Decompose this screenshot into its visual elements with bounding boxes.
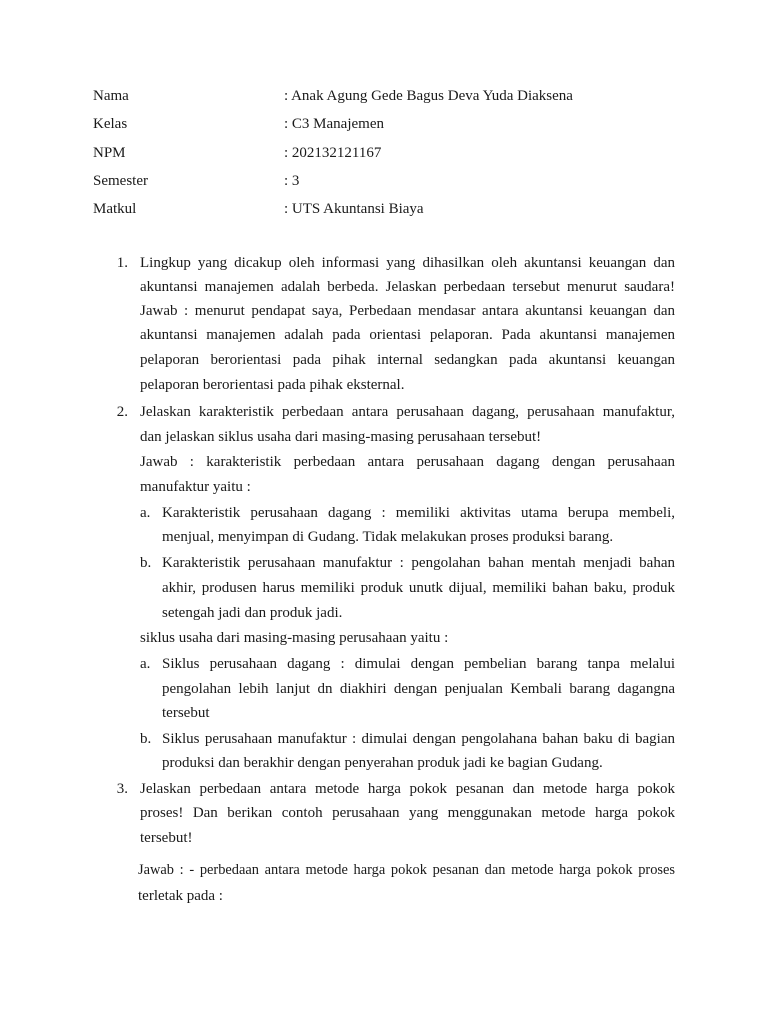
question-number: 2.: [116, 404, 128, 420]
text-line: tersebut!: [140, 830, 193, 846]
info-key: NPM: [93, 145, 126, 161]
text-line: tersebut: [162, 705, 210, 721]
text-line: Karakteristik perusahaan manufaktur : pengolahan bahan mentah menjadi bahan: [162, 555, 675, 571]
info-value: : UTS Akuntansi Biaya: [284, 201, 424, 217]
text-line: pengolahan lebih lanjut dn diakhiri dengan penjualan Kembali barang dagangna: [162, 681, 675, 697]
text-line: akuntansi manajemen adalah berbeda. Jelaskan perbedaan tersebut menurut saudara!: [140, 279, 675, 295]
text-line: dan jelaskan siklus usaha dari masing-masing perusahaan tersebut!: [140, 429, 542, 445]
question-number: 1.: [116, 255, 128, 271]
text-line: Jawab : karakteristik perbedaan antara perusahaan dagang dengan perusahaan: [140, 454, 675, 470]
list-marker: a.: [140, 656, 151, 672]
text-line: akuntansi manajemen adalah pada orientasi pelaporan. Pada akuntansi manajemen: [140, 327, 675, 343]
text-line: pelaporan berorientasi pada pihak internal sedangkan pada akuntansi keuangan: [140, 352, 675, 368]
text-line: proses! Dan berikan contoh perusahaan yang menggunakan metode harga pokok: [140, 805, 675, 821]
info-value: : 202132121167: [284, 145, 382, 161]
text-line: Jawab : menurut pendapat saya, Perbedaan mendasar antara akuntansi keuangan dan: [140, 303, 675, 319]
list-marker: a.: [140, 505, 151, 521]
text-line: Jelaskan karakteristik perbedaan antara perusahaan dagang, perusahaan manufaktur,: [140, 404, 675, 420]
text-line: Siklus perusahaan manufaktur : dimulai dengan pengolahana bahan baku di bagian: [162, 731, 675, 747]
text-line: Jelaskan perbedaan antara metode harga pokok pesanan dan metode harga pokok: [140, 781, 675, 797]
info-key: Nama: [93, 88, 129, 104]
info-value: : Anak Agung Gede Bagus Deva Yuda Diaksena: [284, 88, 573, 104]
text-line: Lingkup yang dicakup oleh informasi yang dihasilkan oleh akuntansi keuangan dan: [140, 255, 675, 271]
info-value: : C3 Manajemen: [284, 116, 384, 132]
text-line: terletak pada :: [138, 888, 223, 904]
text-line: menjual, menyimpan di Gudang. Tidak melakukan proses produksi barang.: [162, 529, 614, 545]
info-key: Matkul: [93, 201, 137, 217]
text-line: setengah jadi dan produk jadi.: [162, 605, 343, 621]
info-value: : 3: [284, 173, 300, 189]
text-line: akhir, produsen harus memiliki produk unutk dijual, memiliki bahan baku, produk: [162, 580, 675, 596]
list-marker: b.: [140, 731, 152, 747]
info-key: Kelas: [93, 116, 128, 132]
text-line: siklus usaha dari masing-masing perusahaan yaitu :: [140, 630, 449, 646]
text-line: pelaporan berorientasi pada pihak eksternal.: [140, 377, 405, 393]
list-marker: b.: [140, 555, 152, 571]
text-line: Siklus perusahaan dagang : dimulai dengan pembelian barang tanpa melalui: [162, 656, 675, 672]
text-line: manufaktur yaitu :: [140, 479, 251, 495]
info-key: Semester: [93, 173, 148, 189]
text-line: Jawab : - perbedaan antara metode harga pokok pesanan dan metode harga pokok proses: [138, 862, 675, 878]
text-line: produksi dan berakhir dengan penyerahan produk jadi ke bagian Gudang.: [162, 755, 603, 771]
question-number: 3.: [116, 781, 128, 797]
text-line: Karakteristik perusahaan dagang : memiliki aktivitas utama berupa membeli,: [162, 505, 675, 521]
